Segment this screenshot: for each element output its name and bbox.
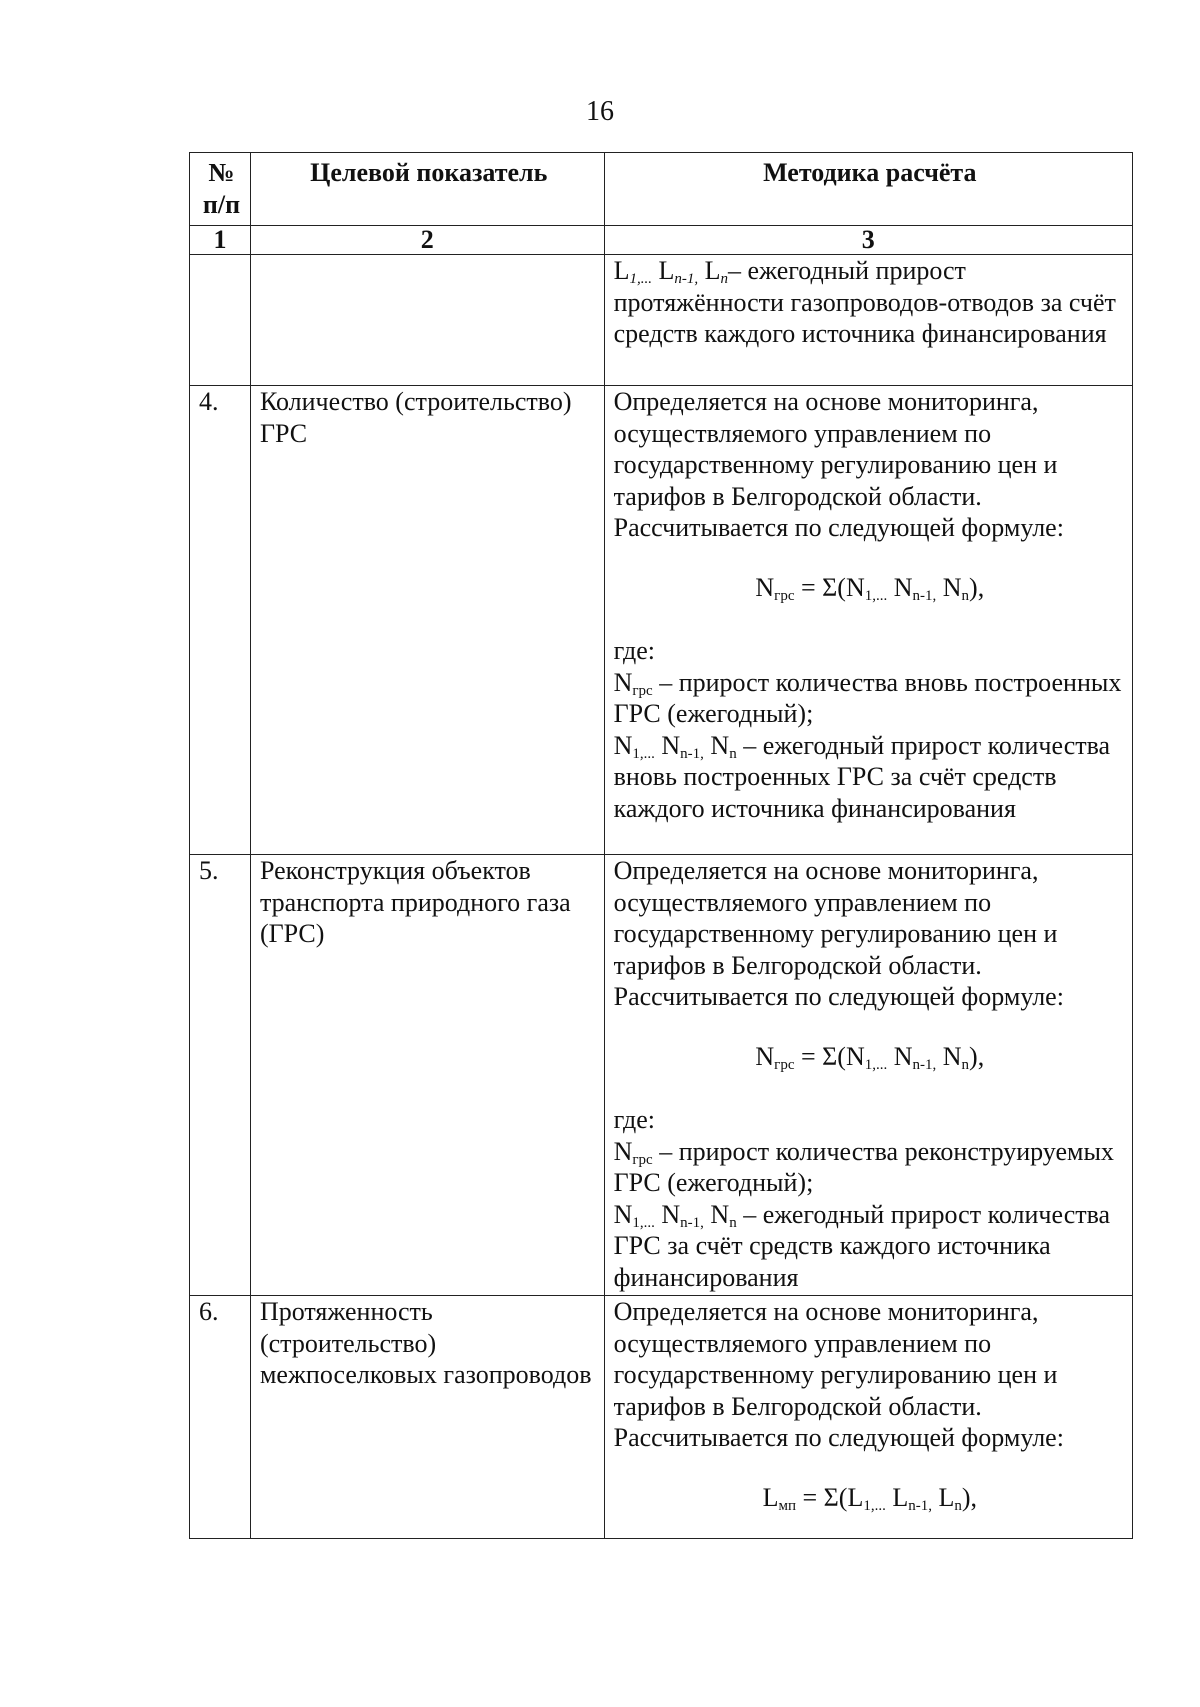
formula-part: ), xyxy=(969,572,985,602)
column-numbers-row xyxy=(190,226,1133,255)
formula-subscript: 1,... xyxy=(864,587,888,604)
formula-symbol: L xyxy=(762,1482,779,1512)
symbol: L xyxy=(704,256,721,285)
definition-text: – прирост количества реконструируемых ГРС (ежегодный); xyxy=(613,1136,1114,1197)
row-number: 4. xyxy=(190,386,251,855)
definition-text: – ежегодный прирост протяжённости газопроводов-отводов за счёт средств каждого источника финансирования xyxy=(613,256,1116,348)
header-number: № п/п xyxy=(190,153,251,226)
subscript: 1,... xyxy=(632,1214,655,1231)
formula-subscript: n-1, xyxy=(912,587,937,604)
definition-text: – ежегодный прирост количества вновь построенных ГРС за счёт средств каждого источника финансирования xyxy=(613,730,1111,823)
symbol: N xyxy=(661,730,681,760)
symbol: N xyxy=(661,1199,681,1229)
formula-symbol: N xyxy=(755,1041,775,1071)
formula xyxy=(614,1482,1126,1514)
symbol: L xyxy=(613,256,630,285)
formula-subscript: мп xyxy=(778,1497,796,1514)
indicator-name: Протяженность (строительство) межпоселковых газопроводов xyxy=(250,1296,604,1539)
definition-2 xyxy=(614,1199,1126,1294)
indicator-name: Реконструкция объектов транспорта природного газа (ГРС) xyxy=(250,855,604,1296)
page-number: 16 xyxy=(586,96,614,127)
formula-subscript: n-1, xyxy=(908,1497,932,1514)
formula xyxy=(614,1041,1126,1073)
definition-text: – ежегодный прирост количества ГРС за счёт средств каждого источника финансирования xyxy=(613,1199,1111,1292)
method-calc: Рассчитывается по следующей формуле: xyxy=(613,513,1064,542)
subscript: n-1, xyxy=(680,1214,704,1231)
subscript: 1,... xyxy=(629,271,652,287)
symbol: N xyxy=(710,730,730,760)
formula-part: L xyxy=(931,1482,955,1512)
row-number: 5. xyxy=(190,855,251,1296)
formula-part: ), xyxy=(969,1041,985,1071)
subscript: грс xyxy=(632,1151,653,1168)
table-row xyxy=(190,855,1133,1296)
method-intro: Определяется на основе мониторинга, осуществляемого управлением по государственному регулированию цен и тарифов в Белгородской области. xyxy=(613,1297,1058,1421)
table-row xyxy=(190,386,1133,855)
definition-1 xyxy=(614,1136,1126,1199)
formula-subscript: 1,... xyxy=(864,1056,888,1073)
symbol: N xyxy=(613,1136,633,1166)
row-number-cell xyxy=(190,255,251,386)
definition-2 xyxy=(614,730,1126,825)
formula-subscript: n xyxy=(961,1056,970,1073)
formula-part: N xyxy=(936,1041,962,1071)
indicators-table xyxy=(189,152,1133,1539)
method-calc: Рассчитывается по следующей формуле: xyxy=(613,982,1064,1011)
method-cell xyxy=(604,1296,1132,1539)
formula-subscript: n xyxy=(954,1497,962,1514)
formula-subscript: 1,... xyxy=(863,1497,886,1514)
subscript: грс xyxy=(632,682,653,699)
table-row xyxy=(190,255,1133,386)
method-calc: Рассчитывается по следующей формуле: xyxy=(613,1423,1064,1452)
formula-part: = Σ(N xyxy=(794,572,865,602)
method-cell xyxy=(604,855,1132,1296)
symbol: L xyxy=(658,256,675,285)
where-label: где: xyxy=(613,636,655,665)
definition-1 xyxy=(614,667,1126,730)
column-number: 2 xyxy=(250,226,604,255)
subscript: n xyxy=(720,271,729,287)
table-row xyxy=(190,1296,1133,1539)
symbol: N xyxy=(613,730,633,760)
where-label: где: xyxy=(613,1105,655,1134)
indicator-cell xyxy=(250,255,604,386)
table-header-row xyxy=(190,153,1133,226)
formula-subscript: n xyxy=(961,587,970,604)
indicator-name: Количество (строительство) ГРС xyxy=(250,386,604,855)
subscript: n-1, xyxy=(680,745,704,762)
subscript: n xyxy=(729,1214,737,1231)
definition-text: – прирост количества вновь построенных ГРС (ежегодный); xyxy=(613,667,1122,728)
header-indicator: Целевой показатель xyxy=(250,153,604,226)
symbol: N xyxy=(613,667,633,697)
symbol: N xyxy=(613,1199,633,1229)
method-intro: Определяется на основе мониторинга, осуществляемого управлением по государственному регулированию цен и тарифов в Белгородской области. xyxy=(613,387,1058,511)
header-method: Методика расчёта xyxy=(604,153,1132,226)
subscript: n-1, xyxy=(674,271,699,287)
formula-part: L xyxy=(885,1482,909,1512)
formula-part: ), xyxy=(961,1482,978,1512)
formula-part: N xyxy=(887,1041,913,1071)
formula-part: = Σ(N xyxy=(794,1041,865,1071)
row-number: 6. xyxy=(190,1296,251,1539)
column-number: 1 xyxy=(190,226,251,255)
symbol: N xyxy=(710,1199,730,1229)
method-intro: Определяется на основе мониторинга, осуществляемого управлением по государственному регулированию цен и тарифов в Белгородской области. xyxy=(613,856,1058,980)
method-cell xyxy=(604,386,1132,855)
formula xyxy=(614,572,1126,604)
formula-part: = Σ(L xyxy=(795,1482,864,1512)
formula-subscript: грс xyxy=(774,1056,795,1073)
formula-part: N xyxy=(887,572,913,602)
formula-part: N xyxy=(936,572,962,602)
method-cell xyxy=(604,255,1132,386)
formula-subscript: грс xyxy=(774,587,795,604)
formula-symbol: N xyxy=(755,572,775,602)
subscript: 1,... xyxy=(632,745,655,762)
formula-subscript: n-1, xyxy=(912,1056,937,1073)
column-number: 3 xyxy=(604,226,1132,255)
subscript: n xyxy=(729,745,737,762)
